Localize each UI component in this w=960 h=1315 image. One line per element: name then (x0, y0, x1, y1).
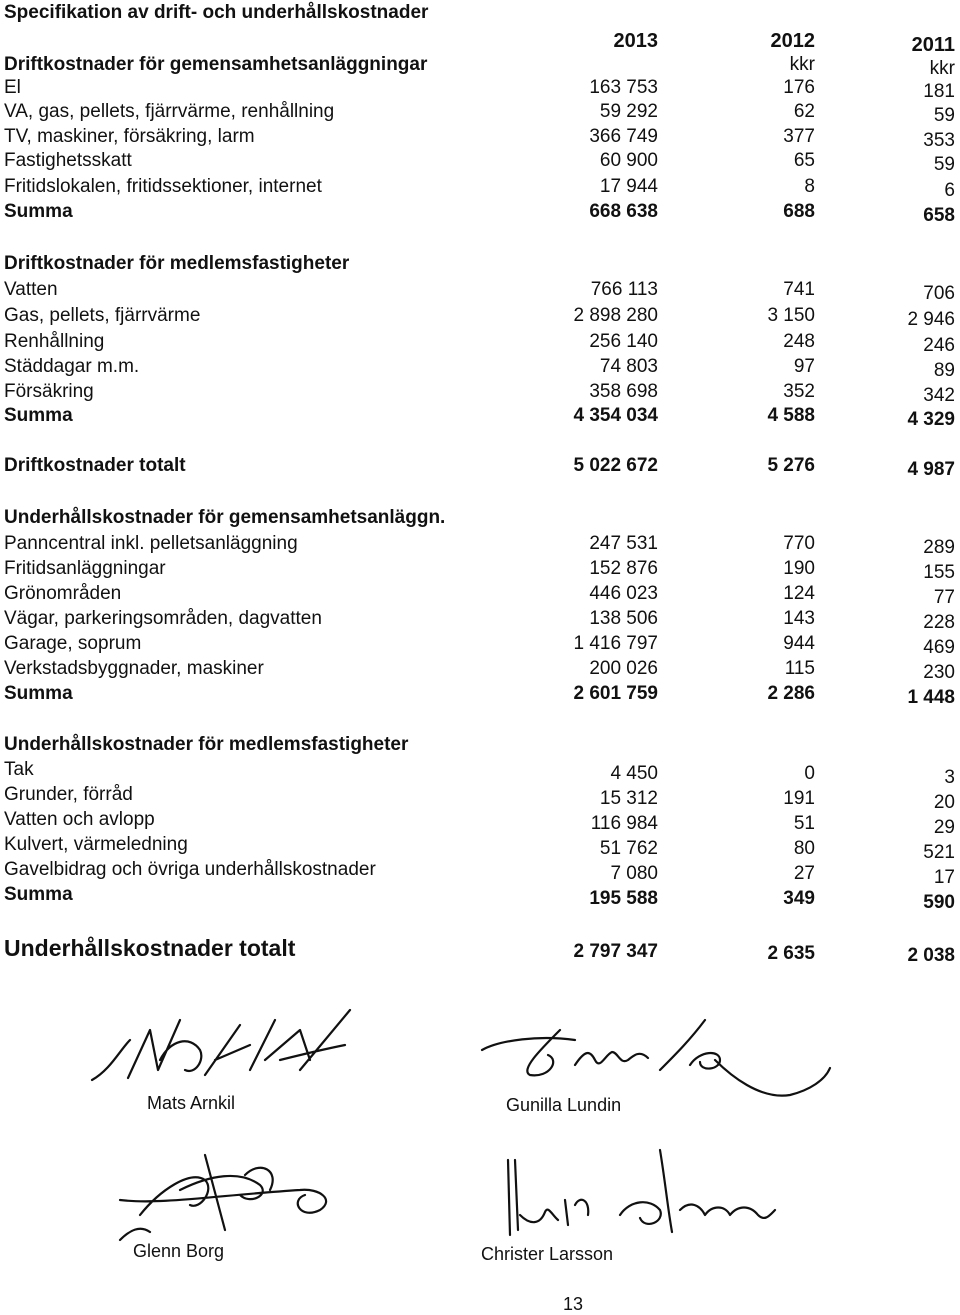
total-2012: 2 635 (767, 943, 815, 964)
row-label: Grönområden (4, 583, 122, 604)
value-2011: 17 (933, 867, 955, 888)
row-label: Kulvert, värmeledning (4, 834, 188, 855)
value-2011: 89 (933, 360, 955, 381)
value-2013: 4 450 (610, 763, 658, 784)
year-2011: 2011 (911, 34, 955, 56)
value-2011: 3 (944, 767, 955, 788)
row-label: Vatten (4, 279, 58, 300)
value-2011: 59 (933, 154, 955, 175)
sum-2011: 658 (923, 205, 955, 226)
value-2012: 190 (783, 558, 815, 579)
row-label: Panncentral inkl. pelletsanläggning (4, 533, 298, 554)
sum-2013: 4 354 034 (573, 405, 658, 426)
value-2012: 191 (783, 788, 815, 809)
total-label: Underhållskostnader totalt (4, 935, 296, 961)
signature-gunilla-lundin (482, 1020, 830, 1096)
value-2012: 80 (793, 838, 815, 859)
value-2013: 51 762 (599, 838, 658, 859)
row-label: Tak (4, 759, 34, 780)
sum-2013: 668 638 (589, 201, 658, 222)
signatory-name: Christer Larsson (481, 1244, 614, 1264)
value-2013: 116 984 (590, 813, 658, 834)
signatory-name: Mats Arnkil (147, 1093, 236, 1113)
value-2012: 248 (783, 331, 815, 352)
value-2012: 27 (793, 863, 815, 884)
value-2012: 51 (793, 813, 815, 834)
signature-glenn-borg (120, 1155, 326, 1240)
sum-2012: 4 588 (767, 405, 815, 426)
value-2013: 2 898 280 (573, 305, 658, 326)
value-2012: 115 (784, 658, 815, 679)
value-2012: 143 (783, 608, 815, 629)
value-2012: 97 (793, 356, 815, 377)
value-2011: 29 (933, 817, 955, 838)
unit-2012: kkr (789, 54, 815, 75)
row-label: Fritidslokalen, fritidssektioner, internet (4, 176, 322, 197)
sum-label: Summa (4, 405, 73, 426)
value-2011: 469 (923, 637, 955, 658)
value-2013: 1 416 797 (573, 633, 658, 654)
value-2013: 163 753 (589, 77, 658, 98)
sum-2011: 1 448 (907, 687, 955, 708)
sum-label: Summa (4, 201, 73, 222)
row-label: Vatten och avlopp (4, 809, 155, 830)
total-2013: 2 797 347 (573, 941, 658, 962)
row-label: Grunder, förråd (4, 784, 133, 805)
signature-mats-arnkil (92, 1010, 350, 1080)
total-2012: 5 276 (767, 455, 815, 476)
value-2013: 247 531 (589, 533, 658, 554)
value-2013: 17 944 (599, 176, 658, 197)
total-label: Driftkostnader totalt (4, 455, 186, 476)
row-label: Fritidsanläggningar (4, 558, 166, 579)
sum-2013: 195 588 (589, 888, 658, 909)
row-label: Vägar, parkeringsområden, dagvatten (4, 608, 322, 629)
value-2013: 446 023 (589, 583, 658, 604)
value-2013: 7 080 (610, 863, 658, 884)
section-heading: Underhållskostnader för medlemsfastigheter (4, 734, 409, 755)
value-2013: 256 140 (589, 331, 658, 352)
value-2011: 181 (923, 81, 955, 102)
row-label: Gavelbidrag och övriga underhållskostnader (4, 859, 376, 880)
signatory-name: Glenn Borg (133, 1241, 225, 1261)
sum-2012: 349 (783, 888, 815, 909)
sum-label: Summa (4, 884, 73, 905)
row-label: TV, maskiner, försäkring, larm (4, 126, 255, 147)
value-2011: 521 (923, 842, 955, 863)
value-2011: 155 (923, 562, 955, 583)
value-2013: 200 026 (589, 658, 658, 679)
value-2013: 766 113 (590, 279, 658, 300)
section-heading: Driftkostnader för gemensamhetsanläggningar (4, 54, 428, 75)
sum-2011: 4 329 (907, 409, 955, 430)
sum-label: Summa (4, 683, 73, 704)
row-label: Garage, soprum (4, 633, 142, 654)
value-2011: 59 (933, 105, 955, 126)
sum-2012: 688 (783, 201, 815, 222)
value-2011: 289 (923, 537, 955, 558)
value-2011: 6 (944, 180, 955, 201)
sum-2011: 590 (923, 892, 955, 913)
value-2011: 353 (923, 130, 955, 151)
row-label: Verkstadsbyggnader, maskiner (4, 658, 264, 679)
value-2012: 377 (783, 126, 815, 147)
row-label: Gas, pellets, fjärrvärme (4, 305, 201, 326)
value-2012: 0 (804, 763, 815, 784)
page-number: 13 (563, 1294, 584, 1314)
sum-2013: 2 601 759 (573, 683, 658, 704)
row-label: Städdagar m.m. (4, 356, 140, 377)
row-label: Renhållning (4, 331, 105, 352)
value-2012: 352 (783, 381, 815, 402)
value-2013: 138 506 (589, 608, 658, 629)
value-2012: 3 150 (767, 305, 815, 326)
value-2012: 741 (783, 279, 815, 300)
value-2011: 706 (923, 283, 955, 304)
row-label: Försäkring (4, 381, 94, 402)
row-label: VA, gas, pellets, fjärrvärme, renhållning (4, 101, 335, 122)
row-label: El (4, 77, 21, 98)
value-2013: 15 312 (599, 788, 658, 809)
value-2011: 246 (923, 335, 955, 356)
value-2013: 152 876 (589, 558, 658, 579)
value-2011: 2 946 (907, 309, 955, 330)
value-2012: 124 (783, 583, 815, 604)
value-2012: 62 (793, 101, 815, 122)
signature-christer-larsson (508, 1150, 775, 1235)
value-2012: 176 (783, 77, 815, 98)
unit-2011: kkr (929, 58, 955, 79)
value-2011: 228 (923, 612, 955, 633)
value-2013: 366 749 (589, 126, 658, 147)
sum-2012: 2 286 (767, 683, 815, 704)
value-2013: 59 292 (599, 101, 658, 122)
value-2012: 8 (804, 176, 815, 197)
year-2013: 2013 (613, 30, 658, 52)
document-title: Specifikation av drift- och underhållskostnader (4, 2, 429, 23)
row-label: Fastighetsskatt (4, 150, 132, 171)
year-2012: 2012 (770, 30, 815, 52)
section-heading: Underhållskostnader för gemensamhetsanläggn. (4, 507, 446, 528)
total-2011: 4 987 (907, 459, 955, 480)
value-2013: 60 900 (599, 150, 658, 171)
value-2011: 342 (923, 385, 955, 406)
section-heading: Driftkostnader för medlemsfastigheter (4, 253, 350, 274)
value-2013: 358 698 (589, 381, 658, 402)
signatory-name: Gunilla Lundin (506, 1095, 622, 1115)
total-2011: 2 038 (907, 945, 955, 966)
value-2011: 20 (933, 792, 955, 813)
value-2013: 74 803 (599, 356, 658, 377)
value-2011: 230 (923, 662, 955, 683)
total-2013: 5 022 672 (573, 455, 658, 476)
value-2011: 77 (933, 587, 955, 608)
value-2012: 65 (793, 150, 815, 171)
value-2012: 944 (783, 633, 815, 654)
value-2012: 770 (783, 533, 815, 554)
